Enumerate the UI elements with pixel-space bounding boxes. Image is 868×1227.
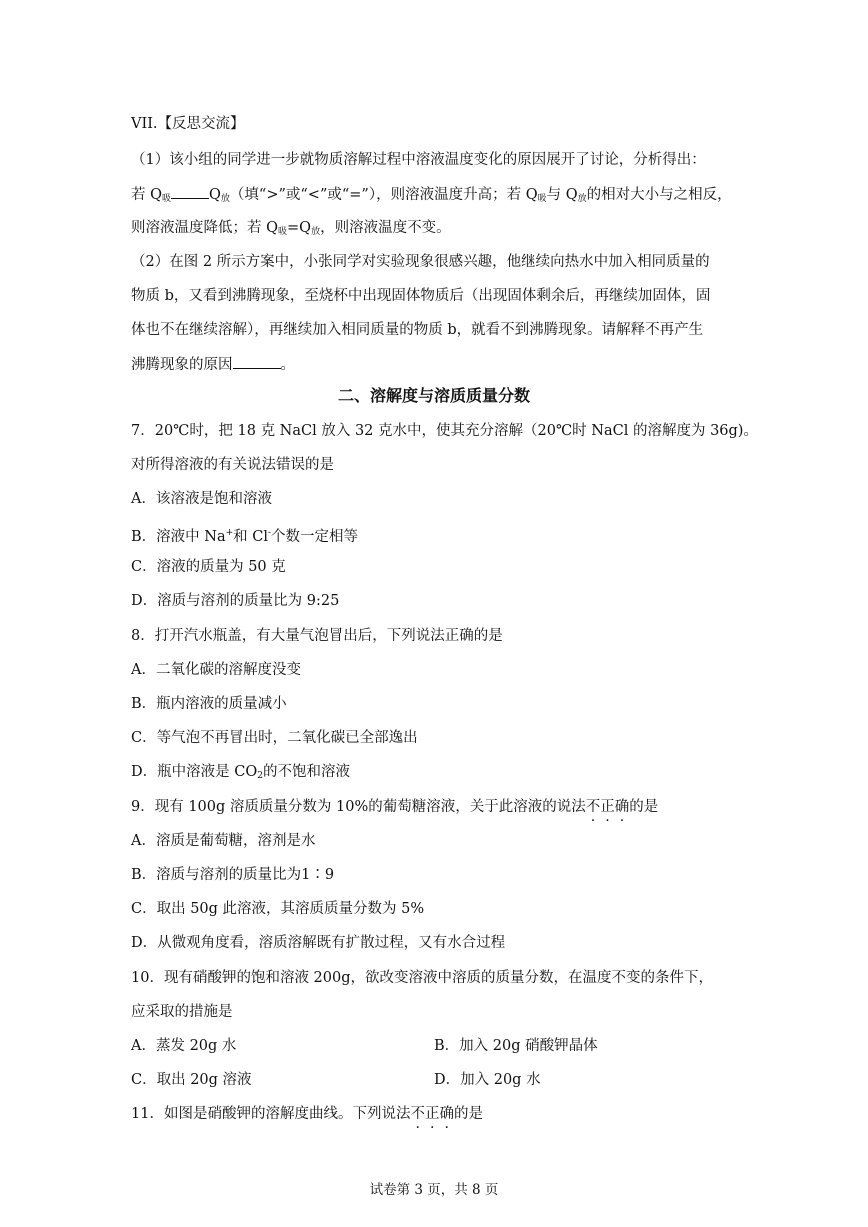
reflection-p2-line3: 体也不在继续溶解），再继续加入相同质量的物质 b，就看不到沸腾现象。请解释不再产生 [131, 322, 704, 338]
q10-stem-line2: 应采取的措施是 [131, 1004, 233, 1020]
q8-stem: 8．打开汽水瓶盖，有大量气泡冒出后，下列说法正确的是 [131, 628, 503, 644]
section-title: 二、溶解度与溶质质量分数 [337, 386, 530, 405]
q7-stem-line1: 7．20℃时，把 18 克 NaCl 放入 32 克水中，使其充分溶解（20℃时 NaCl 的溶解度为 36g)。 [131, 423, 758, 439]
reflection-p1-line3: 则溶液温度降低；若 $Q_吸=Q_放$，则溶液温度不变。 [131, 220, 451, 237]
answer-blank[interactable] [171, 184, 209, 199]
q7-option-c[interactable]: C．溶液的质量为 50 克 [131, 559, 286, 575]
answer-blank[interactable] [233, 354, 281, 369]
q9-option-b[interactable]: B．溶质与溶剂的质量比为1∶9 [131, 867, 335, 883]
reflection-p2-line2: 物质 b，又看到沸腾现象，至烧杯中出现固体物质后（出现固体剩余后，再继续加固体，固 [131, 288, 711, 304]
reflection-heading: VII.【反思交流】 [131, 116, 245, 132]
q9-option-d[interactable]: D．从微观角度看，溶质溶解既有扩散过程，又有水合过程 [131, 935, 506, 951]
q7-option-a[interactable]: A．该溶液是饱和溶液 [131, 491, 272, 507]
q8-option-d[interactable]: D．瓶中溶液是 $CO_2$的不饱和溶液 [131, 764, 350, 781]
q7-stem-line2: 对所得溶液的有关说法错误的是 [131, 457, 334, 473]
q9-stem: 9．现有 100g 溶质质量分数为 10%的葡萄糖溶液，关于此溶液的说法不正确的是 [131, 799, 659, 815]
q7-option-d[interactable]: D．溶质与溶剂的质量比为 9:25 [131, 593, 340, 609]
q10-stem-line1: 10．现有硝酸钾的饱和溶液 200g，欲改变溶液中溶质的质量分数，在温度不变的条件下， [131, 970, 714, 986]
reflection-p1-line1: （1）该小组的同学进一步就物质溶解过程中溶液温度变化的原因展开了讨论，分析得出： [131, 152, 706, 168]
reflection-p2-line1: （2）在图 2 所示方案中，小张同学对实验现象很感兴趣，他继续向热水中加入相同质量的 [131, 254, 710, 270]
page-footer: 试卷第 3 页，共 8 页 [369, 1182, 499, 1198]
q10-option-d[interactable]: D．加入 20g 水 [434, 1072, 541, 1088]
reflection-p1-line2: 若 $Q_吸$ $Q_放$（填“>”或“<”或“=”），则溶液温度升高；若 $Q_吸$与 $Q_放$的相对大小与之相反， [131, 184, 732, 209]
q8-option-b[interactable]: B．瓶内溶液的质量减小 [131, 696, 287, 712]
reflection-p2-line4: 沸腾现象的原因 。 [131, 354, 295, 375]
q10-option-a[interactable]: A．蒸发 20g 水 [131, 1038, 237, 1054]
q7-option-b[interactable]: B．溶液中 Na+和 Cl-个数一定相等 [131, 528, 359, 545]
q11-stem: 11．如图是硝酸钾的溶解度曲线。下列说法不正确的是 [131, 1106, 483, 1122]
q8-option-c[interactable]: C．等气泡不再冒出时，二氧化碳已全部逸出 [131, 730, 418, 746]
q9-option-c[interactable]: C．取出 50g 此溶液，其溶质质量分数为 5% [131, 901, 425, 917]
q8-option-a[interactable]: A．二氧化碳的溶解度没变 [131, 662, 301, 678]
q10-option-b[interactable]: B．加入 20g 硝酸钾晶体 [434, 1038, 598, 1054]
q9-option-a[interactable]: A．溶质是葡萄糖，溶剂是水 [131, 833, 316, 849]
q10-option-c[interactable]: C．取出 20g 溶液 [131, 1072, 252, 1088]
